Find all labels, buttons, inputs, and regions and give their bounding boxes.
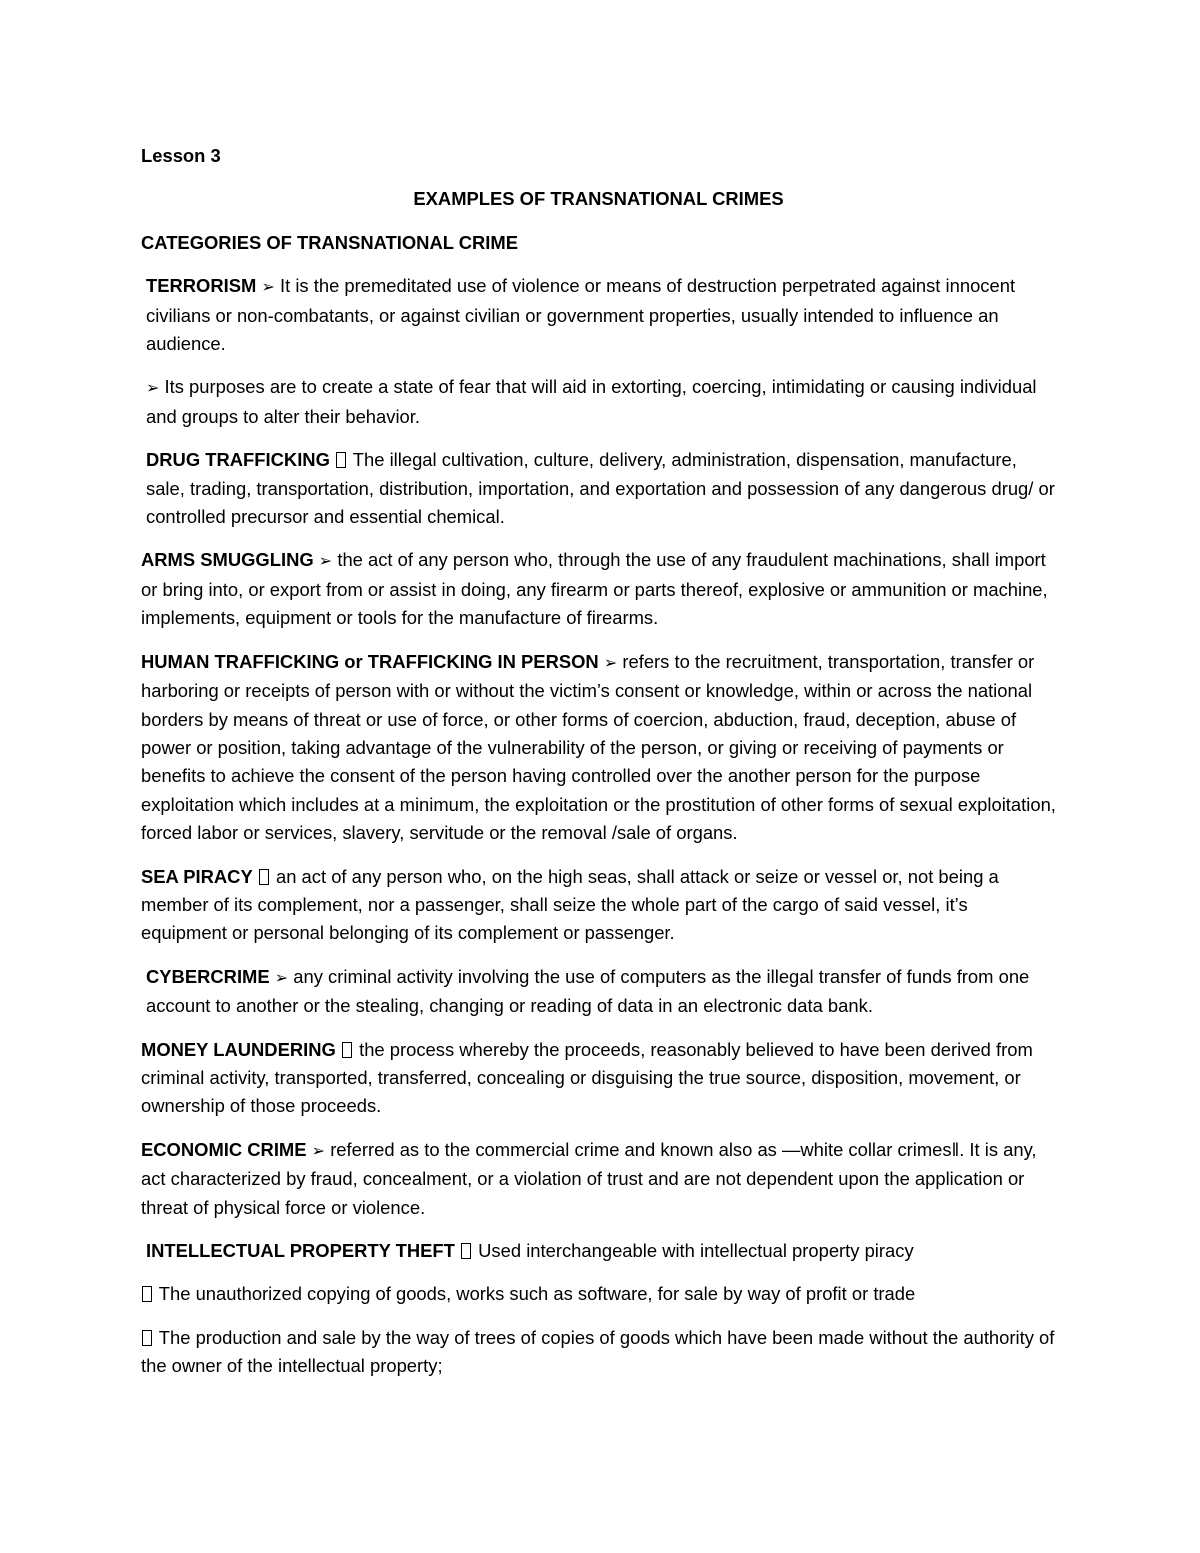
paragraph-terrorism-purposes [141, 373, 1056, 431]
paragraph-intellectual-property-theft [141, 1237, 1056, 1265]
missing-glyph-box-icon [342, 1042, 352, 1058]
definition-text: refers to the recruitment, transportation, transfer or harboring or receipts of person with or without the victim’s consent or knowledge, within or across the national borders by means of threat or use of force, or other forms of coercion, abduction, fraud, deception, abuse of power or position, taking advantage of the vulnerability of the person, or giving or receiving of payments or benefits to achieve the consent of the person having controlled over the another person for the purpose exploitation which includes at a minimum, the exploitation or the prostitution of other forms of sexual exploitation, forced labor or services, slavery, servitude or the removal /sale of organs. [141, 650, 1056, 844]
arrow-bullet-icon: ➢ [274, 967, 289, 987]
definition-text: the act of any person who, through the use of any fraudulent machinations, shall import or bring into, or export from or assist in doing, any firearm or parts thereof, explosive or ammunition or machine, implements, equipment or tools for the manufacture of firearms. [141, 549, 1048, 629]
arrow-bullet-icon: ➢ [261, 277, 275, 297]
paragraph-human-trafficking [141, 648, 1056, 848]
definition-text: The production and sale by the way of trees of copies of goods which have been made without the authority of the owner of the intellectual property; [141, 1326, 1055, 1377]
paragraph-ip-production-sale [141, 1324, 1056, 1381]
definition-text: It is the premeditated use of violence or means of destruction perpetrated against innocent civilians or non-combatants, or against civilian or government properties, usually intended to influence an audience. [146, 275, 1016, 355]
paragraph-cybercrime [141, 963, 1056, 1021]
term-terrorism: TERRORISM [146, 275, 257, 297]
definition-text: Its purposes are to create a state of fear that will aid in extorting, coercing, intimidating or causing individual and groups to alter their behavior. [146, 376, 1037, 427]
term-economic-crime: ECONOMIC CRIME [141, 1138, 307, 1160]
term-intellectual-property-theft: INTELLECTUAL PROPERTY THEFT [146, 1240, 455, 1261]
definition-text: referred as to the commercial crime and known also as ―white collar crimes‖. It is any, act characterized by fraud, concealment, or a violation of trust and are not dependent upon the application or threat of physical force or violence. [141, 1138, 1037, 1218]
definition-text: the process whereby the proceeds, reasonably believed to have been derived from criminal activity, transported, transferred, concealing or disguising the true source, disposition, movement, or ownership of those proceeds. [141, 1038, 1033, 1117]
term-human-trafficking: HUMAN TRAFFICKING or TRAFFICKING IN PERSON [141, 650, 599, 672]
paragraph-arms-smuggling [141, 546, 1056, 632]
definition-text: The unauthorized copying of goods, works such as software, for sale by way of profit or trade [158, 1283, 916, 1305]
definition-text: Used interchangeable with intellectual property piracy [478, 1240, 914, 1261]
arrow-bullet-icon: ➢ [146, 378, 160, 398]
missing-glyph-box-icon [461, 1243, 471, 1259]
missing-glyph-box-icon [142, 1286, 152, 1302]
paragraph-sea-piracy [141, 863, 1056, 948]
term-drug-trafficking: DRUG TRAFFICKING [146, 449, 330, 471]
arrow-bullet-icon: ➢ [603, 652, 618, 672]
term-sea-piracy: SEA PIRACY [141, 865, 253, 887]
paragraph-drug-trafficking [141, 446, 1056, 531]
paragraph-terrorism [141, 272, 1056, 358]
paragraph-ip-unauthorized-copying [141, 1280, 1056, 1308]
definition-text: The illegal cultivation, culture, delivery, administration, dispensation, manufacture, sale, trading, transportation, distribution, importation, and exportation and possession of any dangerous drug/ or controlled precursor and essential chemical. [146, 449, 1055, 528]
document-title: EXAMPLES OF TRANSNATIONAL CRIMES [413, 188, 784, 210]
document-page [141, 142, 1056, 1396]
definition-text: an act of any person who, on the high seas, shall attack or seize or vessel or, not being a member of its complement, nor a passenger, shall seize the whole part of the cargo of said vessel, it’s equipment or personal belonging of its complement or passenger. [141, 865, 999, 944]
paragraph-economic-crime [141, 1136, 1056, 1222]
section-heading: CATEGORIES OF TRANSNATIONAL CRIME [141, 231, 519, 253]
term-money-laundering: MONEY LAUNDERING [141, 1038, 336, 1060]
missing-glyph-box-icon [336, 452, 346, 468]
paragraph-money-laundering [141, 1036, 1056, 1121]
missing-glyph-box-icon [142, 1330, 152, 1346]
term-cybercrime: CYBERCRIME [146, 965, 270, 987]
missing-glyph-box-icon [259, 869, 269, 885]
arrow-bullet-icon: ➢ [311, 1140, 326, 1160]
arrow-bullet-icon: ➢ [318, 551, 333, 571]
definition-text: any criminal activity involving the use of computers as the illegal transfer of funds from one account to another or the stealing, changing or reading of data in an electronic data bank. [146, 965, 1030, 1017]
term-arms-smuggling: ARMS SMUGGLING [141, 549, 314, 571]
lesson-label: Lesson 3 [141, 145, 221, 166]
